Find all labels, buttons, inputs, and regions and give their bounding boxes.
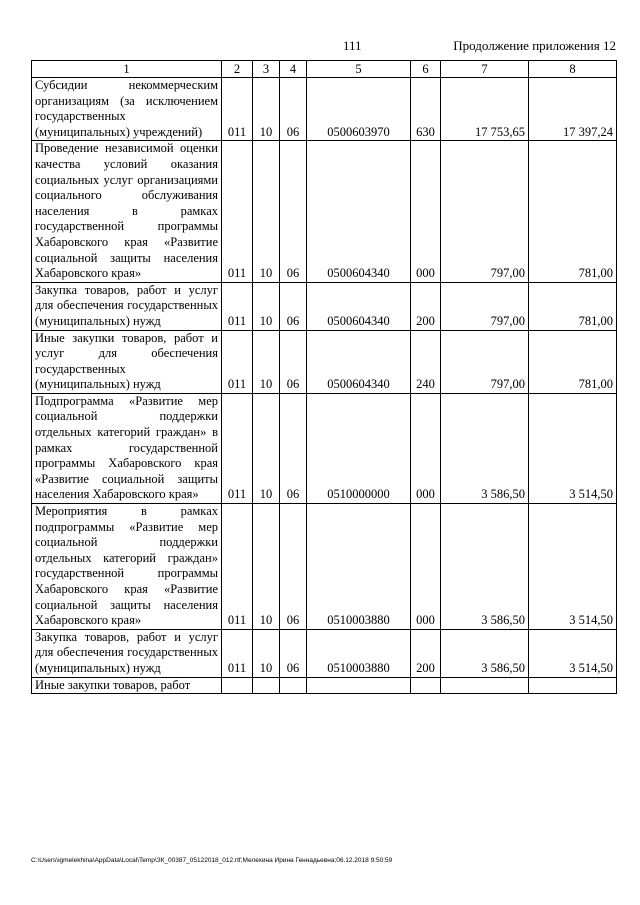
cell-subsection: 06: [280, 330, 307, 393]
cell-amount-2: 781,00: [529, 141, 617, 282]
continuation-label: Продолжение приложения 12: [453, 38, 616, 53]
cell-ministry: [222, 677, 253, 694]
cell-type: 200: [411, 282, 441, 330]
row-name: Иные закупки товаров, работ и услуг для обеспечения государственных (муниципальных) нужд: [32, 330, 222, 393]
cell-ministry: 011: [222, 629, 253, 677]
row-name: Субсидии некоммерческим организациям (за исключением государственных (муниципальных) учреждений): [32, 78, 222, 141]
cell-type: 000: [411, 141, 441, 282]
cell-amount-1: 797,00: [441, 141, 529, 282]
cell-subsection: [280, 677, 307, 694]
cell-amount-2: 3 514,50: [529, 504, 617, 630]
row-name: Проведение независимой оценки качества условий оказания социальных услуг организациями социального обслуживания населения в рамках государственной программы Хабаровского края «Развитие социальной защиты населения Хабаровского края»: [32, 141, 222, 282]
file-path-footer: C:\Users\igmelekhina\AppData\Local\Temp\ЗК_00387_05122018_012.rtf;Мелехина Ирина Геннадьевна;06.12.2018 9:50:59: [31, 857, 393, 864]
cell-section: 10: [253, 282, 280, 330]
cell-amount-1: 17 753,65: [441, 78, 529, 141]
cell-subsection: 06: [280, 141, 307, 282]
row-name: Мероприятия в рамках подпрограммы «Развитие мер социальной поддержки отдельных категорий граждан» государственной программы Хабаровского края «Развитие социальной защиты населения Хабаровского края»: [32, 504, 222, 630]
cell-subsection: 06: [280, 78, 307, 141]
row-name: Подпрограмма «Развитие мер социальной поддержки отдельных категорий граждан» в рамках государственной программы Хабаровского края «Развитие социальной защиты населения Хабаровского края»: [32, 393, 222, 503]
budget-table: [31, 60, 617, 694]
cell-amount-2: 17 397,24: [529, 78, 617, 141]
cell-type: 240: [411, 330, 441, 393]
cell-target: 0510003880: [307, 629, 411, 677]
cell-amount-2: 3 514,50: [529, 629, 617, 677]
cell-type: 200: [411, 629, 441, 677]
cell-target: 0510000000: [307, 393, 411, 503]
page-number: 111: [343, 38, 362, 53]
cell-type: [411, 677, 441, 694]
table-row: [32, 282, 617, 330]
cell-section: [253, 677, 280, 694]
cell-target: 0500603970: [307, 78, 411, 141]
cell-section: 10: [253, 629, 280, 677]
column-header-row: [32, 61, 617, 78]
cell-amount-1: 3 586,50: [441, 393, 529, 503]
page-header: [0, 38, 640, 56]
cell-amount-1: 3 586,50: [441, 629, 529, 677]
cell-ministry: 011: [222, 141, 253, 282]
table-row: [32, 330, 617, 393]
column-header: 3: [253, 61, 280, 78]
table-row: [32, 141, 617, 282]
cell-section: 10: [253, 393, 280, 503]
cell-amount-1: 797,00: [441, 330, 529, 393]
column-header: 8: [529, 61, 617, 78]
cell-ministry: 011: [222, 282, 253, 330]
table-row: [32, 78, 617, 141]
cell-type: 000: [411, 393, 441, 503]
cell-amount-2: [529, 677, 617, 694]
cell-section: 10: [253, 141, 280, 282]
cell-subsection: 06: [280, 282, 307, 330]
column-header: 2: [222, 61, 253, 78]
cell-amount-1: 797,00: [441, 282, 529, 330]
column-header: 6: [411, 61, 441, 78]
cell-section: 10: [253, 504, 280, 630]
row-name: Закупка товаров, работ и услуг для обеспечения государственных (муниципальных) нужд: [32, 282, 222, 330]
cell-subsection: 06: [280, 504, 307, 630]
cell-ministry: 011: [222, 78, 253, 141]
table-row: [32, 393, 617, 503]
cell-amount-1: 3 586,50: [441, 504, 529, 630]
cell-target: 0510003880: [307, 504, 411, 630]
row-name: Иные закупки товаров, работ: [32, 677, 222, 694]
table-row: [32, 504, 617, 630]
cell-target: 0500604340: [307, 141, 411, 282]
cell-section: 10: [253, 78, 280, 141]
row-name: Закупка товаров, работ и услуг для обеспечения государственных (муниципальных) нужд: [32, 629, 222, 677]
cell-amount-1: [441, 677, 529, 694]
column-header: 5: [307, 61, 411, 78]
column-header: 7: [441, 61, 529, 78]
cell-target: 0500604340: [307, 330, 411, 393]
cell-ministry: 011: [222, 330, 253, 393]
cell-target: [307, 677, 411, 694]
cell-ministry: 011: [222, 504, 253, 630]
column-header: 4: [280, 61, 307, 78]
cell-target: 0500604340: [307, 282, 411, 330]
cell-subsection: 06: [280, 629, 307, 677]
cell-type: 000: [411, 504, 441, 630]
column-header: 1: [32, 61, 222, 78]
cell-type: 630: [411, 78, 441, 141]
table-row: [32, 677, 617, 694]
cell-amount-2: 781,00: [529, 330, 617, 393]
cell-amount-2: 3 514,50: [529, 393, 617, 503]
cell-subsection: 06: [280, 393, 307, 503]
cell-section: 10: [253, 330, 280, 393]
cell-ministry: 011: [222, 393, 253, 503]
cell-amount-2: 781,00: [529, 282, 617, 330]
table-row: [32, 629, 617, 677]
